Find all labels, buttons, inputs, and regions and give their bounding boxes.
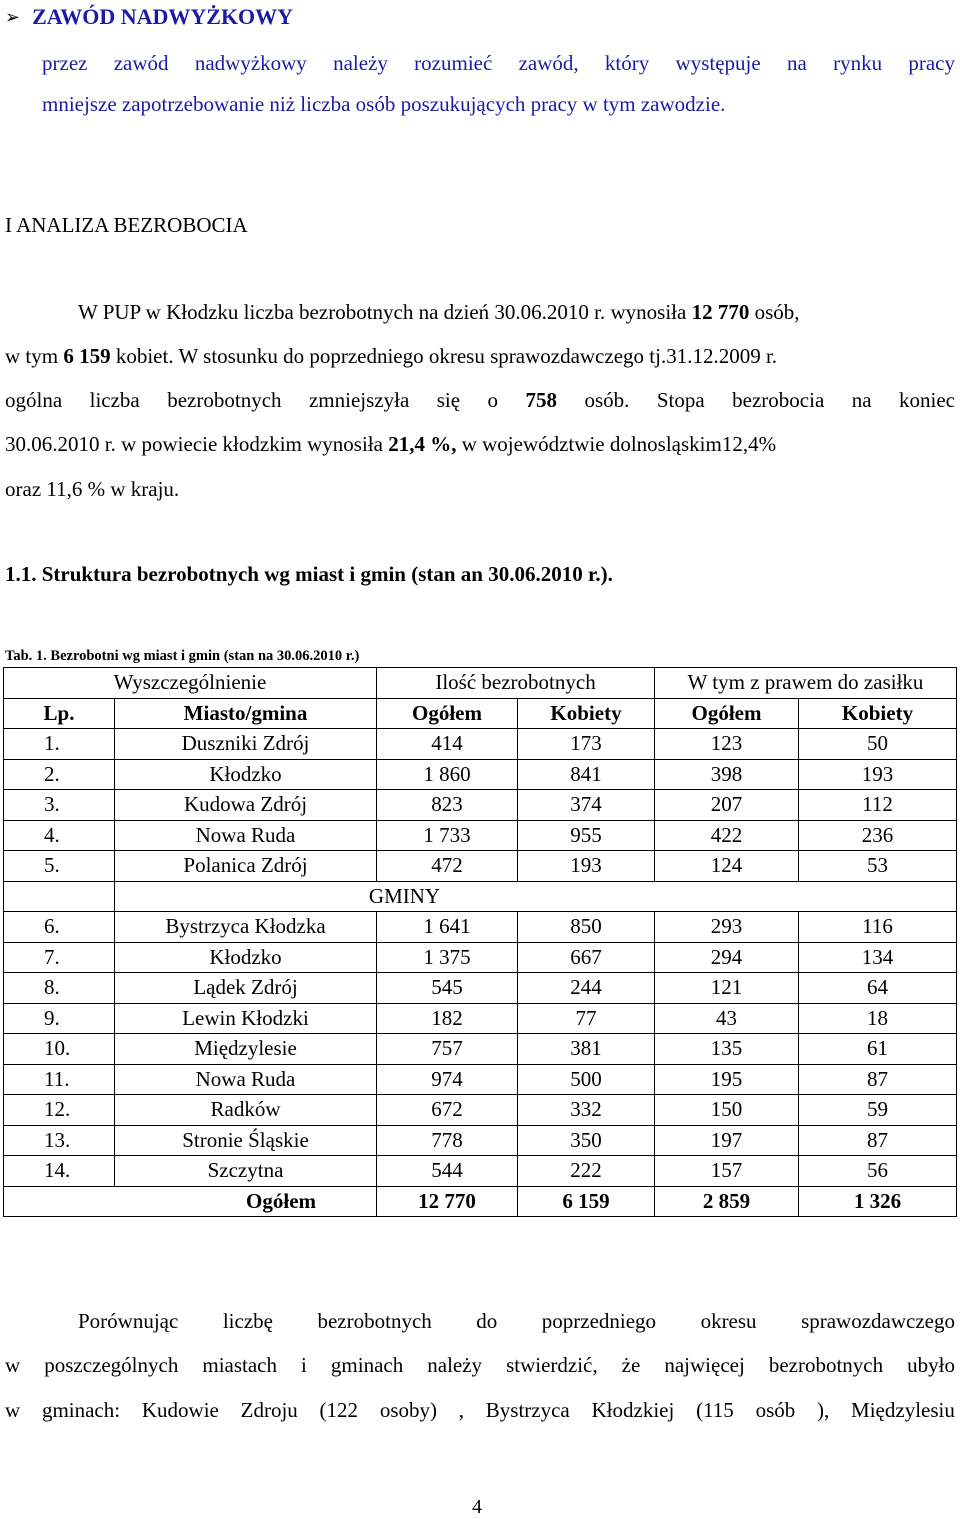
row-lp: 3.	[4, 790, 115, 821]
row-name: Kudowa Zdrój	[115, 790, 377, 821]
table-row	[4, 1003, 957, 1034]
closing-word: okresu	[700, 1309, 757, 1333]
row-benefit-women: 193	[799, 759, 957, 790]
closing-word: Międzylesiu	[851, 1398, 955, 1422]
header-ogolem-zasilek: Ogółem	[655, 698, 799, 729]
closing-line-2	[5, 1352, 955, 1378]
row-benefit-women: 56	[799, 1156, 957, 1187]
gminy-empty	[4, 881, 115, 912]
paragraph-line-5: oraz 11,6 % w kraju.	[5, 477, 180, 501]
table-row	[4, 1064, 957, 1095]
header-ilosc-bezrobotnych: Ilość bezrobotnych	[377, 668, 655, 699]
closing-word: gminach	[330, 1353, 404, 1377]
table-row	[4, 1034, 957, 1065]
total-unemployed: 12 770	[377, 1186, 518, 1217]
closing-word: w	[5, 1398, 21, 1422]
closing-word: stwierdzić,	[506, 1353, 598, 1377]
total-women: 6 159	[518, 1186, 655, 1217]
page-number: 4	[472, 1496, 482, 1518]
section-title: I ANALIZA BEZROBOCIA	[5, 213, 248, 237]
row-name: Szczytna	[115, 1156, 377, 1187]
row-lp: 11.	[4, 1064, 115, 1095]
row-benefit-total: 293	[655, 912, 799, 943]
row-total: 545	[377, 973, 518, 1004]
header-wyszczegolnienie: Wyszczególnienie	[4, 668, 377, 699]
row-benefit-total: 124	[655, 851, 799, 882]
row-benefit-total: 398	[655, 759, 799, 790]
header-ogolem: Ogółem	[377, 698, 518, 729]
row-lp: 2.	[4, 759, 115, 790]
table-row	[4, 729, 957, 760]
row-benefit-women: 59	[799, 1095, 957, 1126]
closing-word: Kudowie	[141, 1398, 219, 1422]
row-benefit-total: 43	[655, 1003, 799, 1034]
p1-text-c: osób,	[749, 300, 800, 324]
total-benefit: 2 859	[655, 1186, 799, 1217]
closing-word: osoby)	[379, 1398, 437, 1422]
row-total: 1 641	[377, 912, 518, 943]
row-lp: 7.	[4, 942, 115, 973]
row-benefit-women: 87	[799, 1064, 957, 1095]
table-row	[4, 1125, 957, 1156]
header-kobiety: Kobiety	[518, 698, 655, 729]
closing-word: i	[301, 1353, 307, 1377]
definition-line-2: mniejsze zapotrzebowanie niż liczba osób poszukujących pracy w tym zawodzie.	[42, 92, 726, 116]
row-women: 222	[518, 1156, 655, 1187]
closing-word: ,	[458, 1398, 464, 1422]
row-women: 173	[518, 729, 655, 760]
p3-text-c: osób. Stopa bezrobocia na koniec	[557, 388, 955, 412]
row-name: Międzylesie	[115, 1034, 377, 1065]
table-row	[4, 1095, 957, 1126]
header-miasto-gmina: Miasto/gmina	[115, 698, 377, 729]
table-header-row-2	[4, 698, 957, 729]
row-name: Duszniki Zdrój	[115, 729, 377, 760]
row-women: 193	[518, 851, 655, 882]
header-lp: Lp.	[4, 698, 115, 729]
row-women: 374	[518, 790, 655, 821]
header-kobiety-zasilek: Kobiety	[799, 698, 957, 729]
row-women: 350	[518, 1125, 655, 1156]
closing-word: bezrobotnych	[317, 1309, 432, 1333]
row-total: 472	[377, 851, 518, 882]
row-total: 974	[377, 1064, 518, 1095]
row-name: Polanica Zdrój	[115, 851, 377, 882]
closing-word: że	[621, 1353, 641, 1377]
row-women: 77	[518, 1003, 655, 1034]
arrow-bullet-icon: ➢	[5, 6, 21, 27]
p4-text-c: w województwie dolnosląskim12,4%	[456, 432, 777, 456]
row-benefit-total: 294	[655, 942, 799, 973]
p1-text-a: W PUP w Kłodzku liczba bezrobotnych na dzień 30.06.2010 r. wynosiła	[78, 300, 692, 324]
table-row	[4, 759, 957, 790]
p3-text-a: ogólna liczba bezrobotnych zmniejszyła się o	[5, 388, 526, 412]
row-total: 1 860	[377, 759, 518, 790]
row-total: 1 733	[377, 820, 518, 851]
row-lp: 13.	[4, 1125, 115, 1156]
closing-word: sprawozdawczego	[801, 1309, 955, 1333]
row-name: Kłodzko	[115, 759, 377, 790]
gminy-label: GMINY	[115, 881, 957, 912]
closing-word: liczbę	[222, 1309, 273, 1333]
closing-word: gminach:	[41, 1398, 121, 1422]
p1-value: 12 770	[691, 300, 750, 324]
row-name: Bystrzyca Kłodzka	[115, 912, 377, 943]
row-benefit-women: 236	[799, 820, 957, 851]
row-women: 667	[518, 942, 655, 973]
p2-text-c: kobiet. W stosunku do poprzedniego okresu sprawozdawczego tj.31.12.2009 r.	[110, 344, 778, 368]
paragraph-line-2	[5, 343, 777, 369]
row-name: Nowa Ruda	[115, 820, 377, 851]
closing-line-3	[5, 1397, 955, 1423]
closing-word: Zdroju	[240, 1398, 298, 1422]
p4-value: 21,4 %,	[388, 432, 457, 456]
row-lp: 1.	[4, 729, 115, 760]
closing-word: osób	[755, 1398, 796, 1422]
row-benefit-total: 197	[655, 1125, 799, 1156]
row-name: Kłodzko	[115, 942, 377, 973]
row-benefit-total: 121	[655, 973, 799, 1004]
closing-word: ),	[817, 1398, 830, 1422]
row-name: Radków	[115, 1095, 377, 1126]
row-name: Stronie Śląskie	[115, 1125, 377, 1156]
table-row	[4, 912, 957, 943]
row-benefit-women: 112	[799, 790, 957, 821]
header-z-prawem-do-zasilku: W tym z prawem do zasiłku	[655, 668, 957, 699]
row-benefit-total: 123	[655, 729, 799, 760]
row-total: 1 375	[377, 942, 518, 973]
row-name: Nowa Ruda	[115, 1064, 377, 1095]
row-women: 244	[518, 973, 655, 1004]
p3-wrap	[5, 387, 955, 413]
row-total: 544	[377, 1156, 518, 1187]
table-row	[4, 1156, 957, 1187]
paragraph-line-3	[5, 387, 955, 413]
row-total: 778	[377, 1125, 518, 1156]
row-benefit-total: 157	[655, 1156, 799, 1187]
row-lp: 6.	[4, 912, 115, 943]
table-body	[4, 668, 957, 1217]
row-benefit-women: 134	[799, 942, 957, 973]
row-total: 823	[377, 790, 518, 821]
closing-word: najwięcej	[664, 1353, 745, 1377]
closing-word: (115	[696, 1398, 734, 1422]
total-label: Ogółem	[4, 1186, 377, 1217]
row-lp: 5.	[4, 851, 115, 882]
paragraph-line-4	[5, 431, 776, 457]
row-total: 672	[377, 1095, 518, 1126]
row-lp: 9.	[4, 1003, 115, 1034]
table-row	[4, 851, 957, 882]
row-women: 381	[518, 1034, 655, 1065]
row-benefit-total: 195	[655, 1064, 799, 1095]
row-benefit-women: 87	[799, 1125, 957, 1156]
definition-line-1	[42, 50, 955, 76]
table-row	[4, 790, 957, 821]
row-women: 332	[518, 1095, 655, 1126]
closing-word: bezrobotnych	[768, 1353, 884, 1377]
row-benefit-total: 207	[655, 790, 799, 821]
unemployment-table	[3, 667, 957, 1217]
row-benefit-total: 422	[655, 820, 799, 851]
row-benefit-women: 64	[799, 973, 957, 1004]
closing-word: do	[476, 1309, 498, 1333]
row-benefit-women: 18	[799, 1003, 957, 1034]
row-lp: 10.	[4, 1034, 115, 1065]
row-lp: 12.	[4, 1095, 115, 1126]
row-lp: 14.	[4, 1156, 115, 1187]
row-name: Lewin Kłodzki	[115, 1003, 377, 1034]
gminy-row	[4, 881, 957, 912]
p3-value: 758	[525, 388, 557, 412]
table-row	[4, 942, 957, 973]
row-benefit-total: 150	[655, 1095, 799, 1126]
row-benefit-women: 116	[799, 912, 957, 943]
closing-word: Kłodzkiej	[591, 1398, 675, 1422]
closing-word: należy	[427, 1353, 483, 1377]
subsection-title: 1.1. Struktura bezrobotnych wg miast i gmin (stan an 30.06.2010 r.).	[5, 562, 613, 586]
row-benefit-total: 135	[655, 1034, 799, 1065]
table-row	[4, 973, 957, 1004]
section-heading	[5, 4, 293, 30]
row-benefit-women: 61	[799, 1034, 957, 1065]
total-row	[4, 1186, 957, 1217]
p2-text-a: w tym	[5, 344, 64, 368]
p2-value: 6 159	[63, 344, 111, 368]
row-total: 414	[377, 729, 518, 760]
closing-word: ubyło	[907, 1353, 955, 1377]
closing-word: Porównując	[78, 1309, 179, 1333]
definition-text-1: przez zawód nadwyżkowy należy rozumieć zawód, który występuje na rynku pracy	[42, 51, 955, 75]
row-women: 841	[518, 759, 655, 790]
closing-word: poszczególnych	[44, 1353, 179, 1377]
table-header-row-1	[4, 668, 957, 699]
row-benefit-women: 50	[799, 729, 957, 760]
row-total: 757	[377, 1034, 518, 1065]
row-women: 850	[518, 912, 655, 943]
closing-word: w	[5, 1353, 21, 1377]
row-women: 955	[518, 820, 655, 851]
row-lp: 4.	[4, 820, 115, 851]
row-total: 182	[377, 1003, 518, 1034]
closing-word: Bystrzyca	[485, 1398, 570, 1422]
table-row	[4, 820, 957, 851]
row-benefit-women: 53	[799, 851, 957, 882]
paragraph-line-1	[78, 299, 800, 325]
total-benefit-women: 1 326	[799, 1186, 957, 1217]
row-women: 500	[518, 1064, 655, 1095]
closing-word: poprzedniego	[541, 1309, 657, 1333]
table-caption: Tab. 1. Bezrobotni wg miast i gmin (stan na 30.06.2010 r.)	[5, 648, 360, 664]
closing-line-1	[78, 1308, 955, 1334]
heading-zawod-nadwyzkowy: ZAWÓD NADWYŻKOWY	[32, 4, 294, 29]
closing-word: miastach	[202, 1353, 277, 1377]
row-lp: 8.	[4, 973, 115, 1004]
p4-text-a: 30.06.2010 r. w powiecie kłodzkim wynosiła	[5, 432, 389, 456]
closing-word: (122	[319, 1398, 359, 1422]
row-name: Lądek Zdrój	[115, 973, 377, 1004]
